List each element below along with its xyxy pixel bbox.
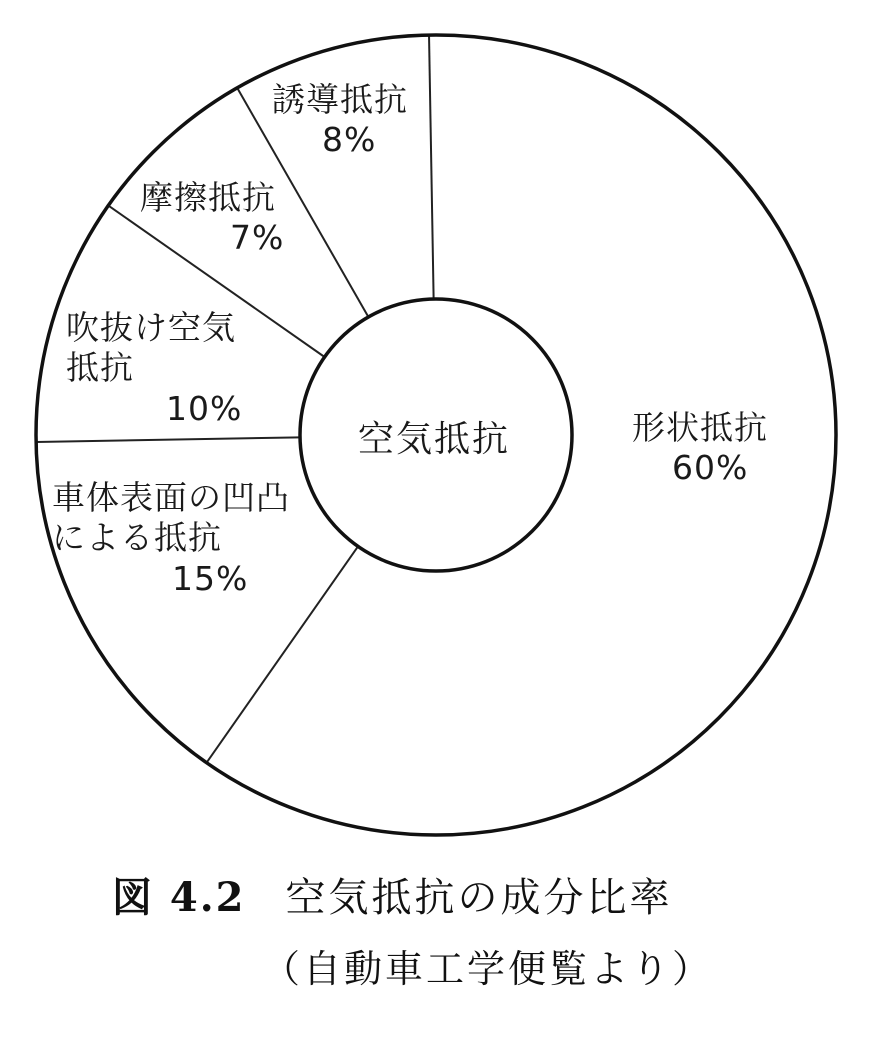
slice-percent: 7% xyxy=(230,218,285,258)
slice-name-line-2: による抵抗 xyxy=(52,518,222,558)
slice-name-line-2: 抵抗 xyxy=(66,348,134,388)
center-label: 空気抵抗 xyxy=(358,419,511,460)
slice-percent: 60% xyxy=(672,448,749,488)
slice-label-through-flow-drag xyxy=(66,308,242,429)
slice-name: 摩擦抵抗 xyxy=(140,178,276,217)
figure-title: 空気抵抗の成分比率 xyxy=(285,875,673,921)
slice-label-friction-drag xyxy=(140,178,284,259)
figure-source: （自動車工学便覧より） xyxy=(262,947,714,991)
caption-line xyxy=(112,872,812,924)
slice-name-line-1: 吹抜け空気 xyxy=(66,308,236,347)
slice-name: 形状抵抗 xyxy=(632,408,768,447)
slice-name-line-1: 車体表面の凹凸 xyxy=(52,478,290,517)
slice-percent: 10% xyxy=(166,388,243,428)
slice-percent: 8% xyxy=(322,120,377,160)
slice-label-shape-drag xyxy=(632,408,768,489)
slice-label-surface-roughness-drag xyxy=(52,478,290,599)
figure-number: 図 4.2 xyxy=(112,874,246,921)
slice-label-induced-drag xyxy=(272,80,408,161)
slice-percent: 15% xyxy=(172,558,249,598)
figure-caption xyxy=(112,872,812,993)
slice-name: 誘導抵抗 xyxy=(272,80,408,119)
